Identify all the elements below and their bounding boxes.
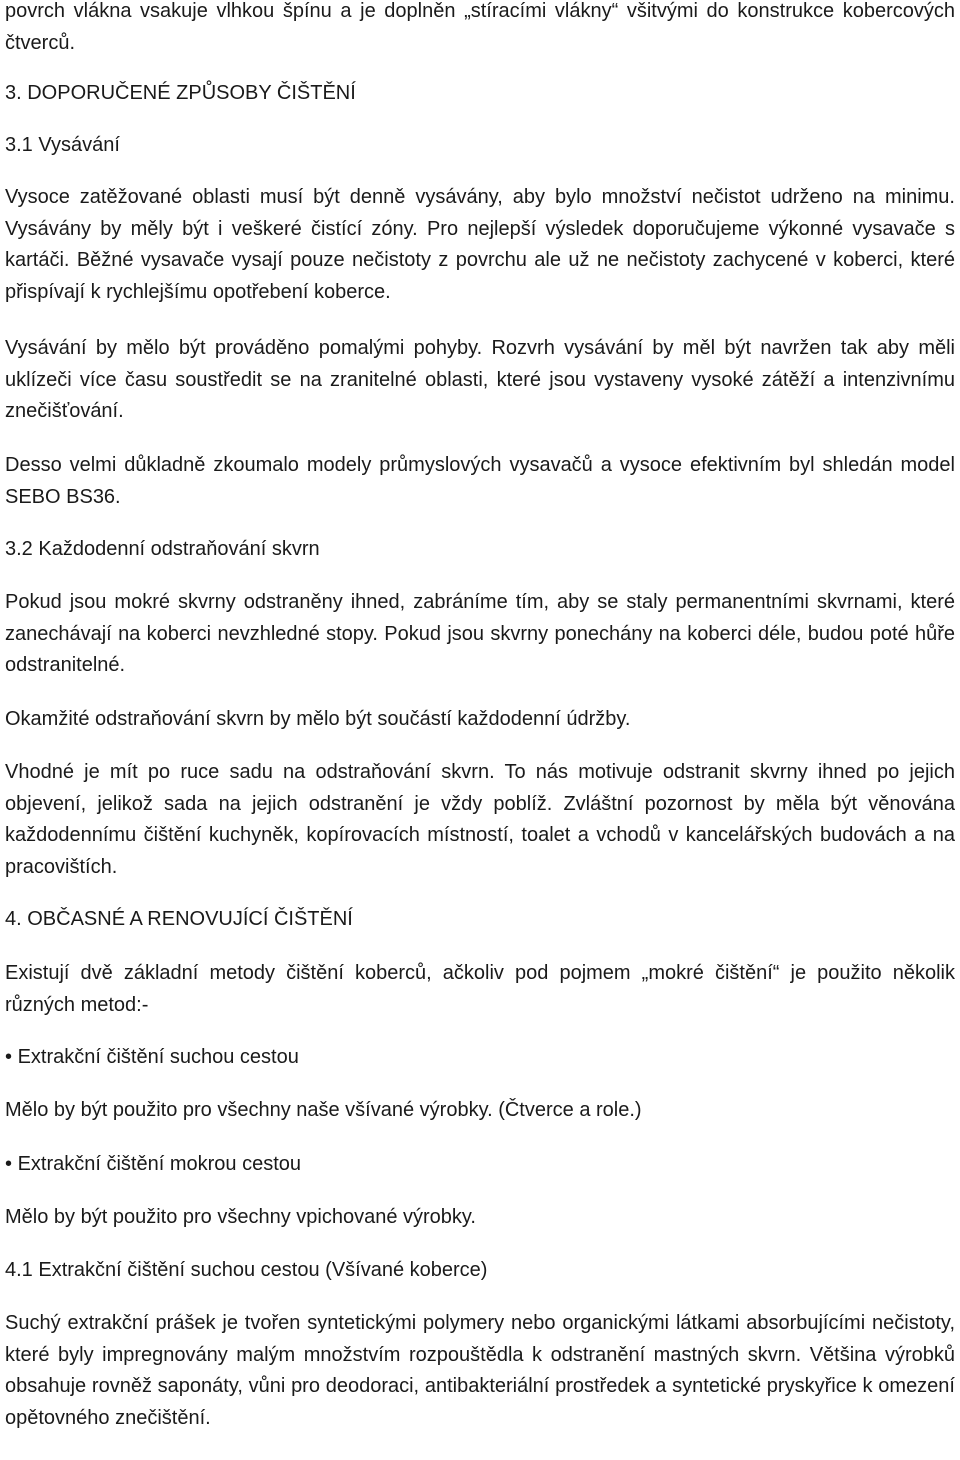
subsection-heading-3-1: 3.1 Vysávání	[5, 134, 120, 156]
paragraph-vacuuming-daily: Vysoce zatěžované oblasti musí být denně vysávány, aby bylo množství nečistot udrženo na minimu. Vysávány by měly být i veškeré čistící zóny. Pro nejlepší výsledek doporučujeme výkonné vysavače s kartáči. Běžné vysavače vysají pouze nečistoty z povrchu ale už ne nečistoty zachycené v koberci, které přispívají k rychlejšímu opotřebení koberce.	[5, 186, 955, 303]
list-item-dry-extraction: • Extrakční čištění suchou cestou	[5, 1042, 955, 1074]
paragraph-stain-kit: Vhodné je mít po ruce sadu na odstraňování skvrn. To nás motivuje odstranit skvrny ihned po jejich objevení, jelikož sada na jejich odstranění je vždy poblíž. Zvláštní pozornost by měla být věnována každodennímu čištění kuchyněk, kopírovacích místností, toalet a vchodů v kancelářských budovách a na pracovištích.	[5, 761, 955, 878]
paragraph-immediate-removal: Okamžité odstraňování skvrn by mělo být součástí každodenní údržby.	[5, 708, 631, 730]
paragraph-vacuuming-slow: Vysávání by mělo být prováděno pomalými pohyby. Rozvrh vysávání by měl být navržen tak aby měli uklízeči více času soustředit se na zranitelné oblasti, které jsou vystaveny vysoké zátěží a intenzivnímu znečišťování.	[5, 337, 955, 422]
paragraph-dry-powder: Suchý extrakční prášek je tvořen syntetickými polymery nebo organickými látkami absorbujícími nečistoty, které byly impregnovány malým množstvím rozpouštědla k odstranění mastných skvrn. Většina výrobků obsahuje rovněž saponáty, vůni pro deodoraci, antibakteriální prostředek a syntetické pryskyřice k omezení opětovného znečištění.	[5, 1312, 955, 1429]
paragraph-desso-vacuum: Desso velmi důkladně zkoumalo modely průmyslových vysavačů a vysoce efektivním byl shledán model SEBO BS36.	[5, 454, 955, 508]
paragraph-intro-continuation: povrch vlákna vsakuje vlhkou špínu a je doplněn „stíracími vlákny“ všitvými do konstrukce kobercových čtverců.	[5, 0, 955, 54]
section-heading-3: 3. DOPORUČENÉ ZPŮSOBY ČIŠTĚNÍ	[5, 82, 356, 104]
paragraph-dry-extraction-use: Mělo by být použito pro všechny naše všívané výrobky. (Čtverce a role.)	[5, 1099, 642, 1121]
section-heading-4: 4. OBČASNÉ A RENOVUJÍCÍ ČIŠTĚNÍ	[5, 908, 353, 930]
paragraph-cleaning-methods: Existují dvě základní metody čištění koberců, ačkoliv pod pojmem „mokré čištění“ je použito několik různých metod:-	[5, 962, 955, 1016]
list-item-wet-extraction: • Extrakční čištění mokrou cestou	[5, 1149, 955, 1181]
subsection-heading-4-1: 4.1 Extrakční čištění suchou cestou (Všívané koberce)	[5, 1259, 488, 1281]
paragraph-wet-extraction-use: Mělo by být použito pro všechny vpichované výrobky.	[5, 1206, 476, 1228]
subsection-heading-3-2: 3.2 Každodenní odstraňování skvrn	[5, 538, 320, 560]
paragraph-wet-stains: Pokud jsou mokré skvrny odstraněny ihned, zabráníme tím, aby se staly permanentními skvrnami, které zanechávají na koberci nevzhledné stopy. Pokud jsou skvrny ponechány na koberci déle, budou poté hůře odstranitelné.	[5, 591, 955, 676]
